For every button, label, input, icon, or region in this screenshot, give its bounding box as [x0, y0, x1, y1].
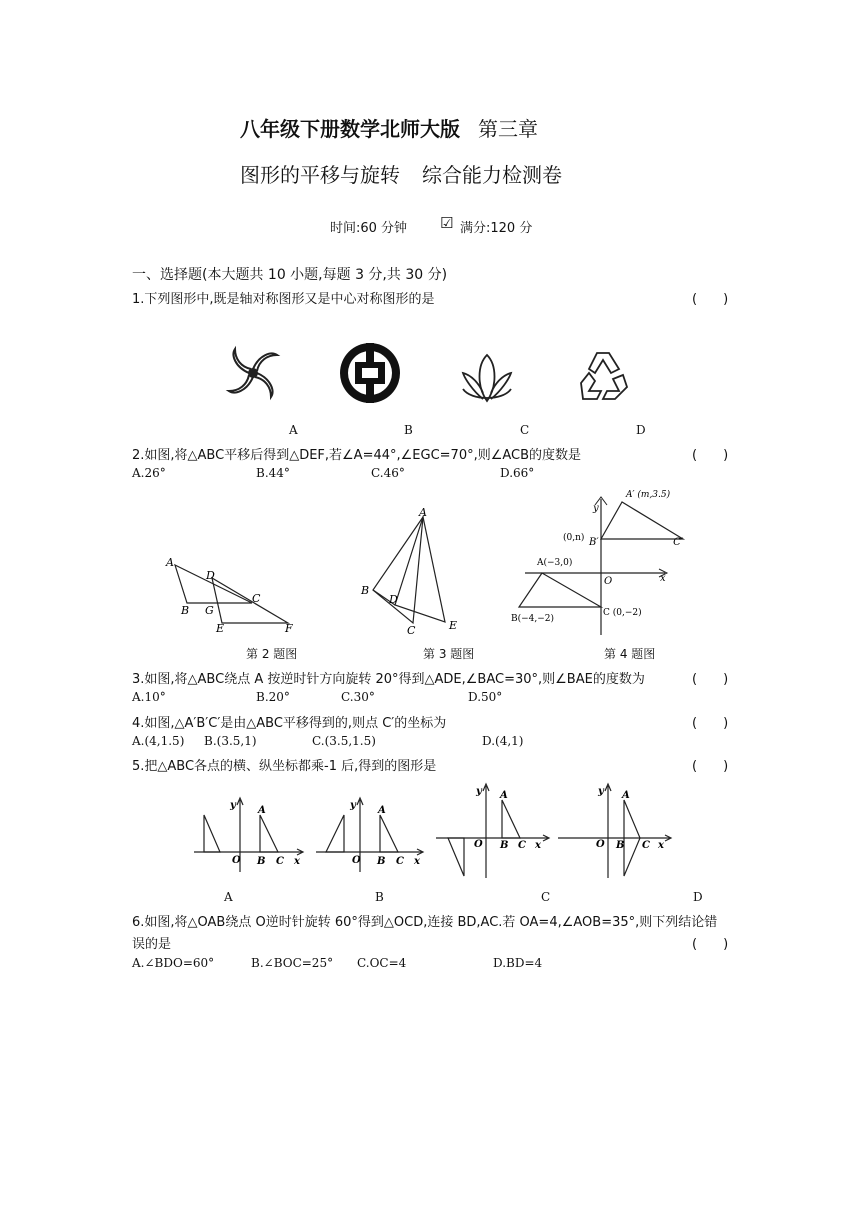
- section-heading: 一、选择题(本大题共 10 小题,每题 3 分,共 30 分): [132, 267, 448, 283]
- figure-3: [355, 505, 465, 640]
- answer-blank-4: ( ): [692, 716, 729, 731]
- answer-blank-5: ( ): [692, 759, 729, 774]
- q2-option-c: C.46°: [371, 466, 405, 480]
- paper-subtitle: [240, 159, 562, 188]
- q5-c-o: O: [474, 839, 483, 850]
- q3-option-d: D.50°: [468, 690, 503, 704]
- q5-a-o: O: [232, 855, 241, 866]
- fig3-point-d: D: [389, 593, 398, 606]
- question-3-stem: 3.如图,将△ABC绕点 A 按逆时针方向旋转 20°得到△ADE,∠BAC=30°,则∠BAE的度数为: [132, 672, 645, 687]
- q5-a-y: y: [230, 800, 236, 811]
- q2-option-d: D.66°: [500, 466, 535, 480]
- question-1-stem: 1.下列图形中,既是轴对称图形又是中心对称图形的是: [132, 292, 435, 307]
- q5-d-y: y: [598, 786, 604, 797]
- figure-2: [160, 550, 300, 635]
- fig2-point-f: F: [285, 622, 293, 635]
- fig2-point-b: B: [181, 604, 190, 617]
- question-6-stem-line2: 误的是: [132, 937, 172, 952]
- coin-logo-figure: [340, 343, 400, 403]
- fig2-point-e: E: [216, 622, 225, 635]
- fig2-point-c: C: [252, 592, 261, 605]
- fig4-label-a: A(−3,0): [537, 558, 573, 568]
- checkbox-icon: ☑: [440, 214, 454, 232]
- fig4-label-y: y: [593, 503, 599, 514]
- q5-b-x: x: [414, 856, 420, 867]
- q5-b-y: y: [350, 800, 356, 811]
- figure-3-caption: 第 3 题图: [423, 647, 475, 661]
- q5-c-a: A: [500, 790, 508, 801]
- q5-label-c: C: [541, 890, 551, 904]
- fig3-point-a: A: [419, 506, 427, 519]
- fig3-point-b: B: [361, 584, 370, 597]
- q6-option-b: B.∠BOC=25°: [251, 956, 334, 970]
- fig4-label-o: O: [604, 576, 613, 587]
- figure-2-caption: 第 2 题图: [246, 647, 298, 661]
- q6-option-d: D.BD=4: [493, 956, 543, 970]
- question-5-graphs: [190, 780, 690, 880]
- time-limit: 时间:60 分钟: [330, 221, 408, 236]
- q5-a-b: B: [257, 856, 266, 867]
- q5-d-b: B: [616, 840, 625, 851]
- q5-b-c: C: [396, 856, 404, 867]
- q5-a-x: x: [294, 856, 300, 867]
- q4-option-d: D.(4,1): [482, 734, 524, 748]
- triangle-arrows-figure: [581, 353, 627, 399]
- q3-option-b: B.20°: [256, 690, 290, 704]
- q5-c-c: C: [518, 840, 526, 851]
- answer-blank-3: ( ): [692, 672, 729, 687]
- q5-c-y: y: [476, 786, 482, 797]
- q3-option-c: C.30°: [341, 690, 375, 704]
- q4-option-a: A.(4,1.5): [132, 734, 185, 748]
- q5-d-o: O: [596, 839, 605, 850]
- fig4-label-c-prime: C′: [673, 537, 683, 548]
- paper-title-main: 八年级下册数学北师大版: [240, 117, 460, 141]
- pinwheel-figure: [229, 349, 277, 397]
- q4-option-c: C.(3.5,1.5): [312, 734, 376, 748]
- fig2-point-d: D: [206, 569, 215, 582]
- fig4-label-b: B(−4,−2): [511, 614, 555, 624]
- q6-option-a: A.∠BDO=60°: [132, 956, 215, 970]
- paper-title: [240, 113, 538, 142]
- question-4-stem: 4.如图,△A′B′C′是由△ABC平移得到的,则点 C′的坐标为: [132, 716, 447, 731]
- q5-c-b: B: [500, 840, 509, 851]
- question-6-stem-line1: 6.如图,将△OAB绕点 O逆时针旋转 60°得到△OCD,连接 BD,AC.若 OA=4,∠AOB=35°,则下列结论错: [132, 915, 718, 930]
- q5-d-c: C: [642, 840, 650, 851]
- answer-blank-2: ( ): [692, 448, 729, 463]
- figure-4-caption: 第 4 题图: [604, 647, 656, 661]
- lotus-figure: [463, 355, 511, 401]
- q1-label-c: C: [520, 423, 530, 437]
- q5-label-a: A: [224, 890, 233, 904]
- q2-option-b: B.44°: [256, 466, 290, 480]
- q3-option-a: A.10°: [132, 690, 166, 704]
- q5-a-c: C: [276, 856, 284, 867]
- q5-a-a: A: [258, 805, 266, 816]
- figure-4: [505, 485, 683, 640]
- fig4-label-b-prime: B′: [589, 537, 599, 548]
- fig3-point-e: E: [449, 619, 458, 632]
- question-2-stem: 2.如图,将△ABC平移后得到△DEF,若∠A=44°,∠EGC=70°,则∠ACB的度数是: [132, 448, 582, 463]
- fig4-label-x: x: [660, 573, 666, 584]
- paper-subtitle-tail: 综合能力检测卷: [422, 163, 562, 187]
- q5-b-o: O: [352, 855, 361, 866]
- q5-label-b: B: [375, 890, 384, 904]
- q1-label-d: D: [636, 423, 646, 437]
- question-1-figures: [215, 335, 685, 415]
- paper-title-chapter: 第三章: [478, 117, 538, 141]
- q5-label-d: D: [693, 890, 703, 904]
- q1-label-b: B: [404, 423, 413, 437]
- answer-blank-1: ( ): [692, 292, 729, 307]
- answer-blank-6: ( ): [692, 937, 729, 952]
- question-5-stem: 5.把△ABC各点的横、纵坐标都乘-1 后,得到的图形是: [132, 759, 437, 774]
- q5-b-a: A: [378, 805, 386, 816]
- q2-option-a: A.26°: [132, 466, 166, 480]
- fig2-point-g: G: [205, 604, 214, 617]
- q5-b-b: B: [377, 856, 386, 867]
- fig4-label-c: C (0,−2): [603, 608, 642, 618]
- q5-c-x: x: [535, 840, 541, 851]
- q5-d-x: x: [658, 840, 664, 851]
- full-score: 满分:120 分: [460, 221, 533, 236]
- q4-option-b: B.(3.5,1): [204, 734, 257, 748]
- fig4-label-0n: (0,n): [563, 533, 585, 543]
- q1-label-a: A: [289, 423, 298, 437]
- fig2-point-a: A: [166, 556, 174, 569]
- q6-option-c: C.OC=4: [357, 956, 407, 970]
- q5-d-a: A: [622, 790, 630, 801]
- fig4-label-a-prime: A′ (m,3.5): [626, 490, 671, 500]
- paper-subtitle-main: 图形的平移与旋转: [240, 163, 400, 187]
- fig3-point-c: C: [407, 624, 416, 637]
